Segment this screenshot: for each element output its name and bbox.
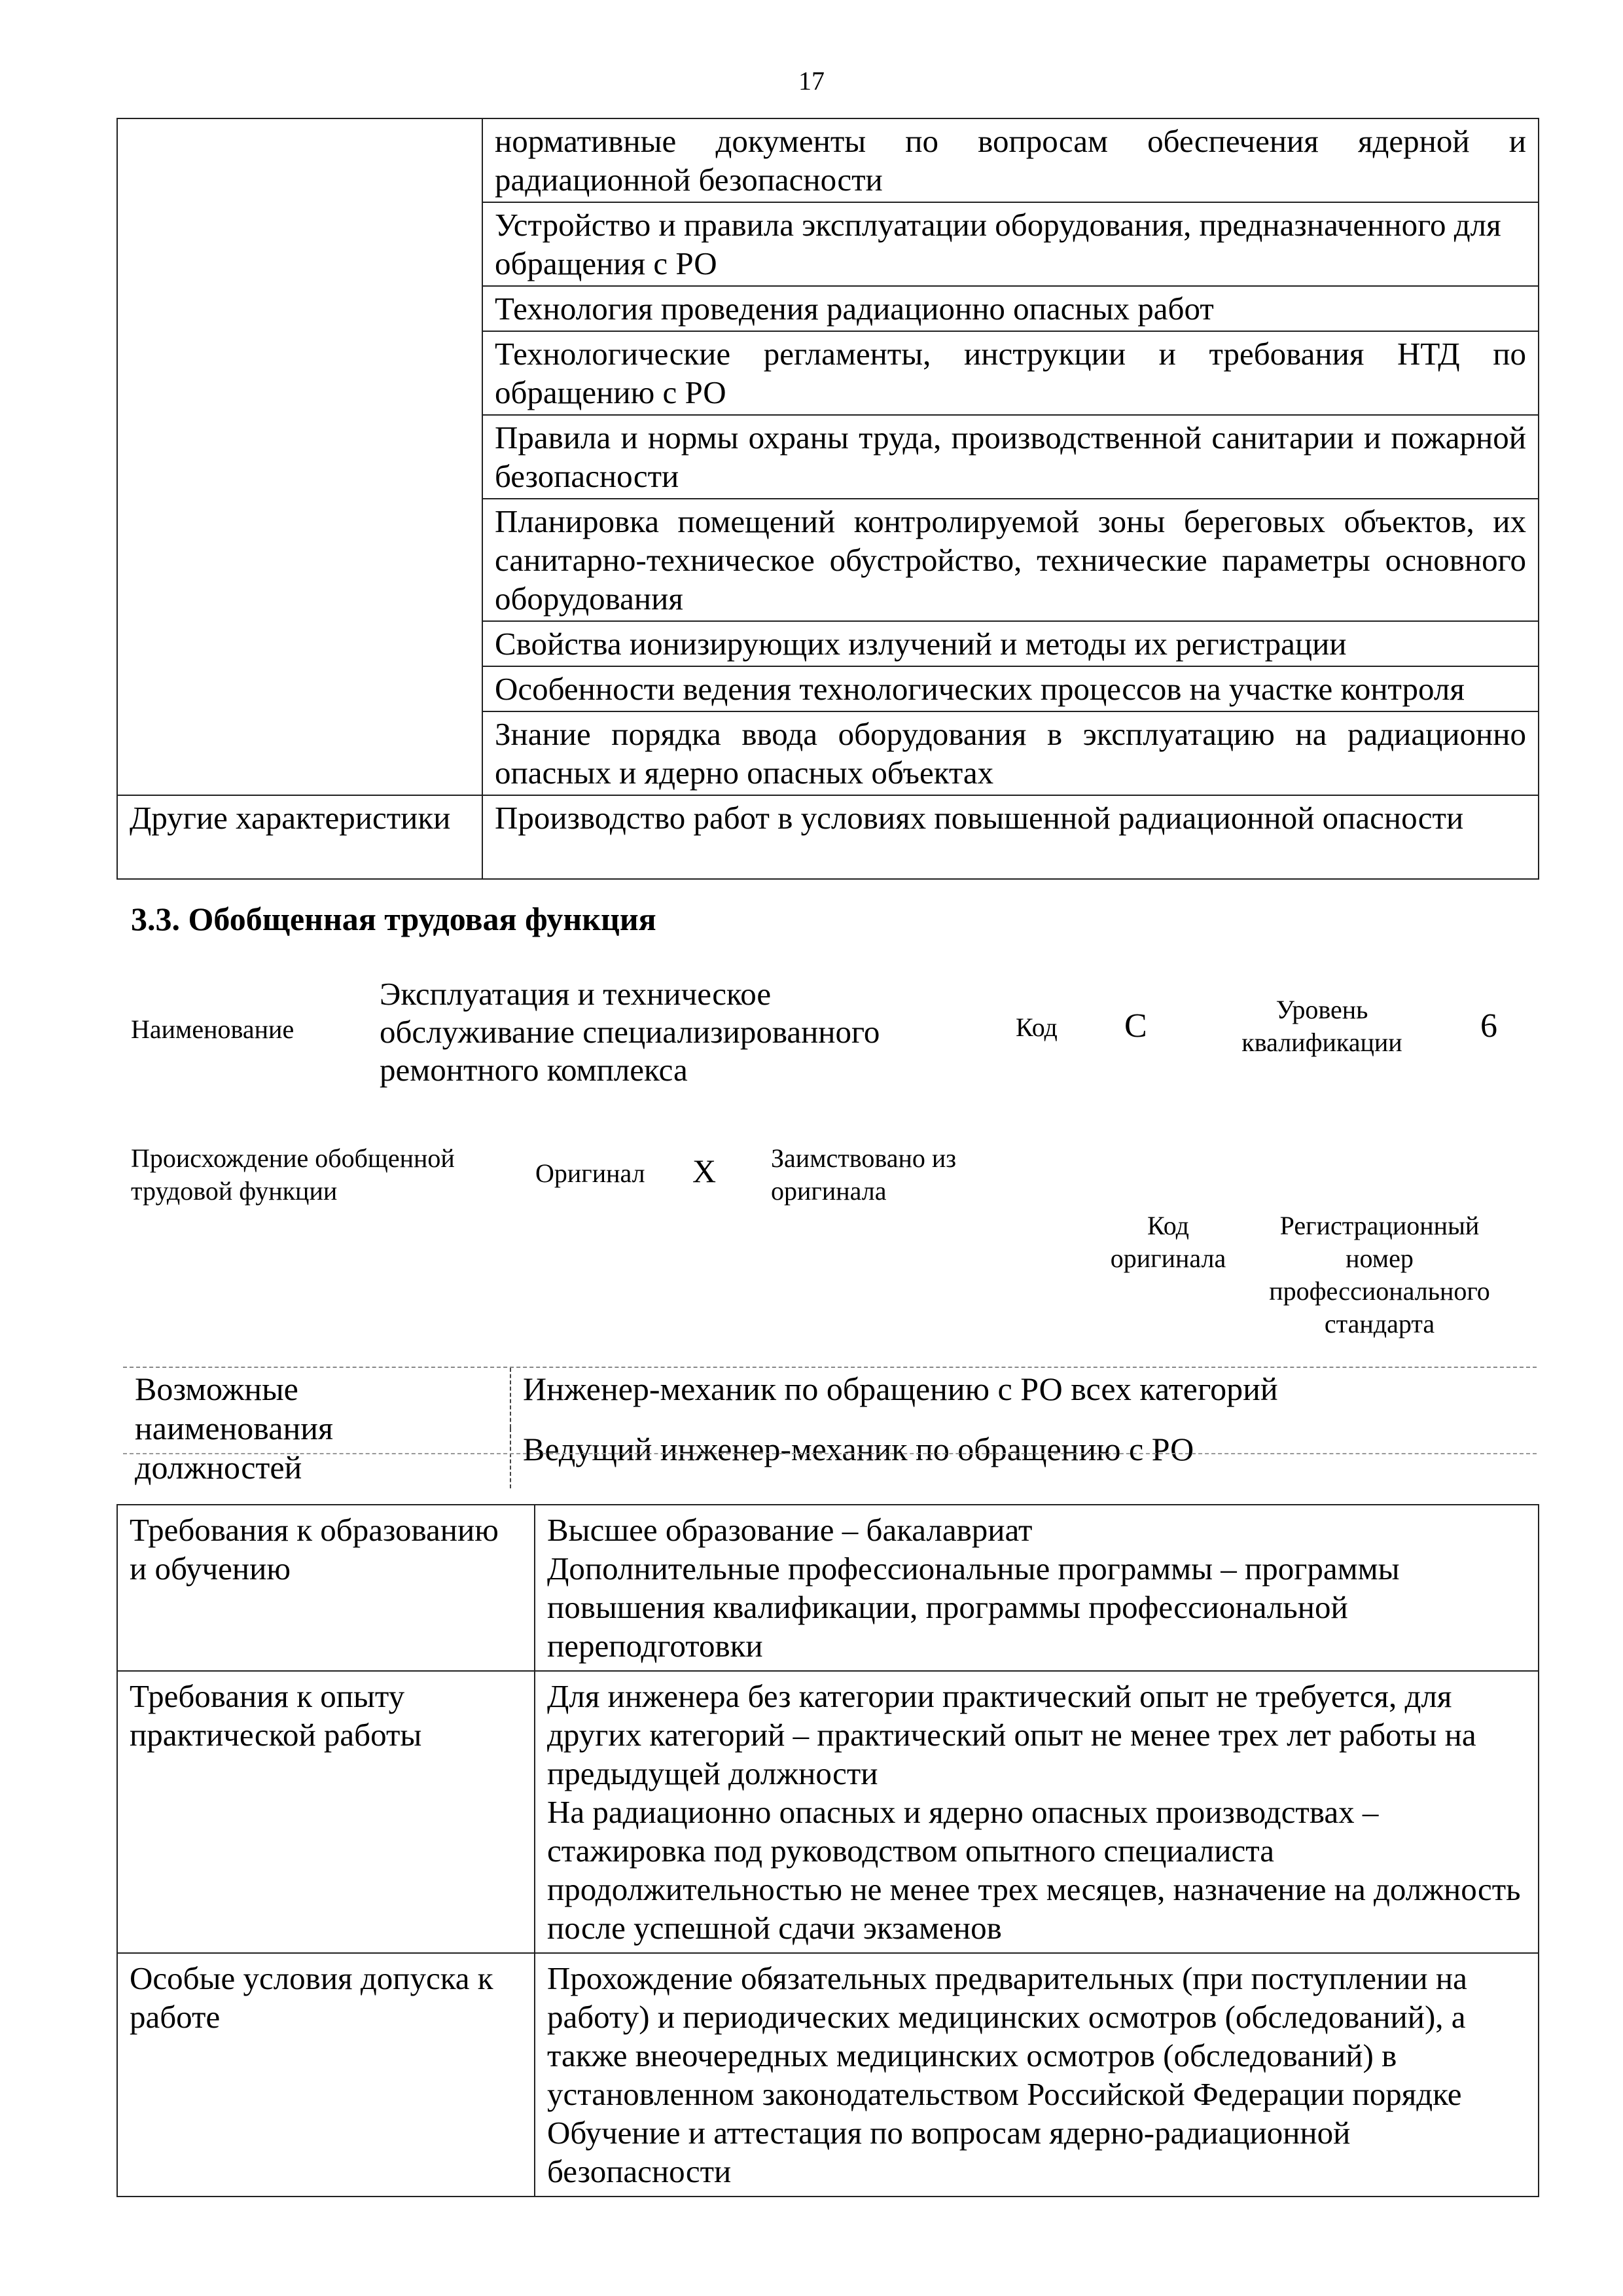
- original-label: Оригинал: [535, 1158, 645, 1188]
- function-name: Эксплуатация и техническое обслуживание специализированного ремонтного комплекса: [380, 976, 880, 1088]
- knowledge-item: Технологические регламенты, инструкции и требования НТД по обращению с РО: [482, 331, 1539, 415]
- requirement-line: Обучение и аттестация по вопросам ядерно-радиационной безопасности: [547, 2115, 1351, 2189]
- requirement-label: Особые условия допуска к работе: [117, 1953, 535, 2197]
- name-label: Наименование: [131, 1014, 294, 1044]
- knowledge-item: Технология проведения радиационно опасных работ: [482, 286, 1539, 331]
- borrowed-label: Заимствовано из оригинала: [771, 1143, 957, 1206]
- requirement-line: Высшее образование – бакалавриат: [547, 1512, 1033, 1548]
- position-item: Ведущий инженер-механик по обращению с РО: [523, 1431, 1194, 1467]
- knowledge-item: Свойства ионизирующих излучений и методы их регистрации: [482, 621, 1539, 666]
- knowledge-item: Знание порядка ввода оборудования в эксплуатацию на радиационно опасных и ядерно опасных объектах: [482, 711, 1539, 795]
- other-characteristics-value: Производство работ в условиях повышенной радиационной опасности: [482, 795, 1539, 879]
- requirement-line: Прохождение обязательных предварительных (при поступлении на работу) и периодических медицинских осмотров (обследований), а также внеочередных медицинских осмотров (обследований) в установленном законодательством Российской Федерации порядке: [547, 1960, 1467, 2112]
- other-characteristics-label: Другие характеристики: [117, 795, 482, 879]
- origin-label: Происхождение обобщенной трудовой функции: [131, 1143, 455, 1206]
- original-mark: X: [692, 1153, 717, 1189]
- knowledge-item: Устройство и правила эксплуатации оборудования, предназначенного для обращения с РО: [482, 202, 1539, 286]
- position-item: Инженер-механик по обращению с РО всех категорий: [523, 1371, 1278, 1407]
- knowledge-item: Планировка помещений контролируемой зоны береговых объектов, их санитарно-техническое обустройство, технические параметры основного оборудования: [482, 499, 1539, 621]
- section-heading: 3.3. Обобщенная трудовая функция: [131, 901, 656, 937]
- requirement-label: Требования к образованию и обучению: [117, 1505, 535, 1671]
- page-number: 17: [798, 66, 825, 96]
- reg-number-label: Регистрационный номер профессионального стандарта: [1269, 1211, 1490, 1338]
- requirement-value: [535, 1505, 1539, 1671]
- knowledge-table: [116, 118, 1539, 880]
- requirement-value: [535, 1671, 1539, 1953]
- knowledge-item: нормативные документы по вопросам обеспечения ядерной и радиационной безопасности: [482, 118, 1539, 202]
- code-original-label: Код оригинала: [1110, 1211, 1226, 1273]
- requirement-line: Дополнительные профессиональные программы – программы повышения квалификации, программы профессиональной переподготовки: [547, 1551, 1400, 1664]
- requirement-line: На радиационно опасных и ядерно опасных производствах – стажировка под руководством опытного специалиста продолжительностью не менее трех месяцев, назначение на должность после успешной сдачи экзаменов: [547, 1794, 1521, 1946]
- positions-label: Возможные наименования должностей: [123, 1368, 510, 1488]
- requirement-label: Требования к опыту практической работы: [117, 1671, 535, 1953]
- requirements-table: [116, 1504, 1539, 2197]
- knowledge-item: Особенности ведения технологических процессов на участке контроля: [482, 666, 1539, 711]
- positions-table: [123, 1368, 1537, 1488]
- level-value: 6: [1480, 1007, 1497, 1045]
- positions-bottom-border: [123, 1453, 1537, 1454]
- knowledge-item: Правила и нормы охраны труда, производственной санитарии и пожарной безопасности: [482, 415, 1539, 499]
- requirement-value: [535, 1953, 1539, 2197]
- code-label: Код: [1016, 1013, 1058, 1042]
- code-value: C: [1124, 1007, 1147, 1045]
- requirement-line: Для инженера без категории практический опыт не требуется, для других категорий – практический опыт не менее трех лет работы на предыдущей должности: [547, 1678, 1476, 1791]
- level-label: Уровень квалификации: [1241, 995, 1402, 1057]
- knowledge-label-cell: [117, 118, 482, 795]
